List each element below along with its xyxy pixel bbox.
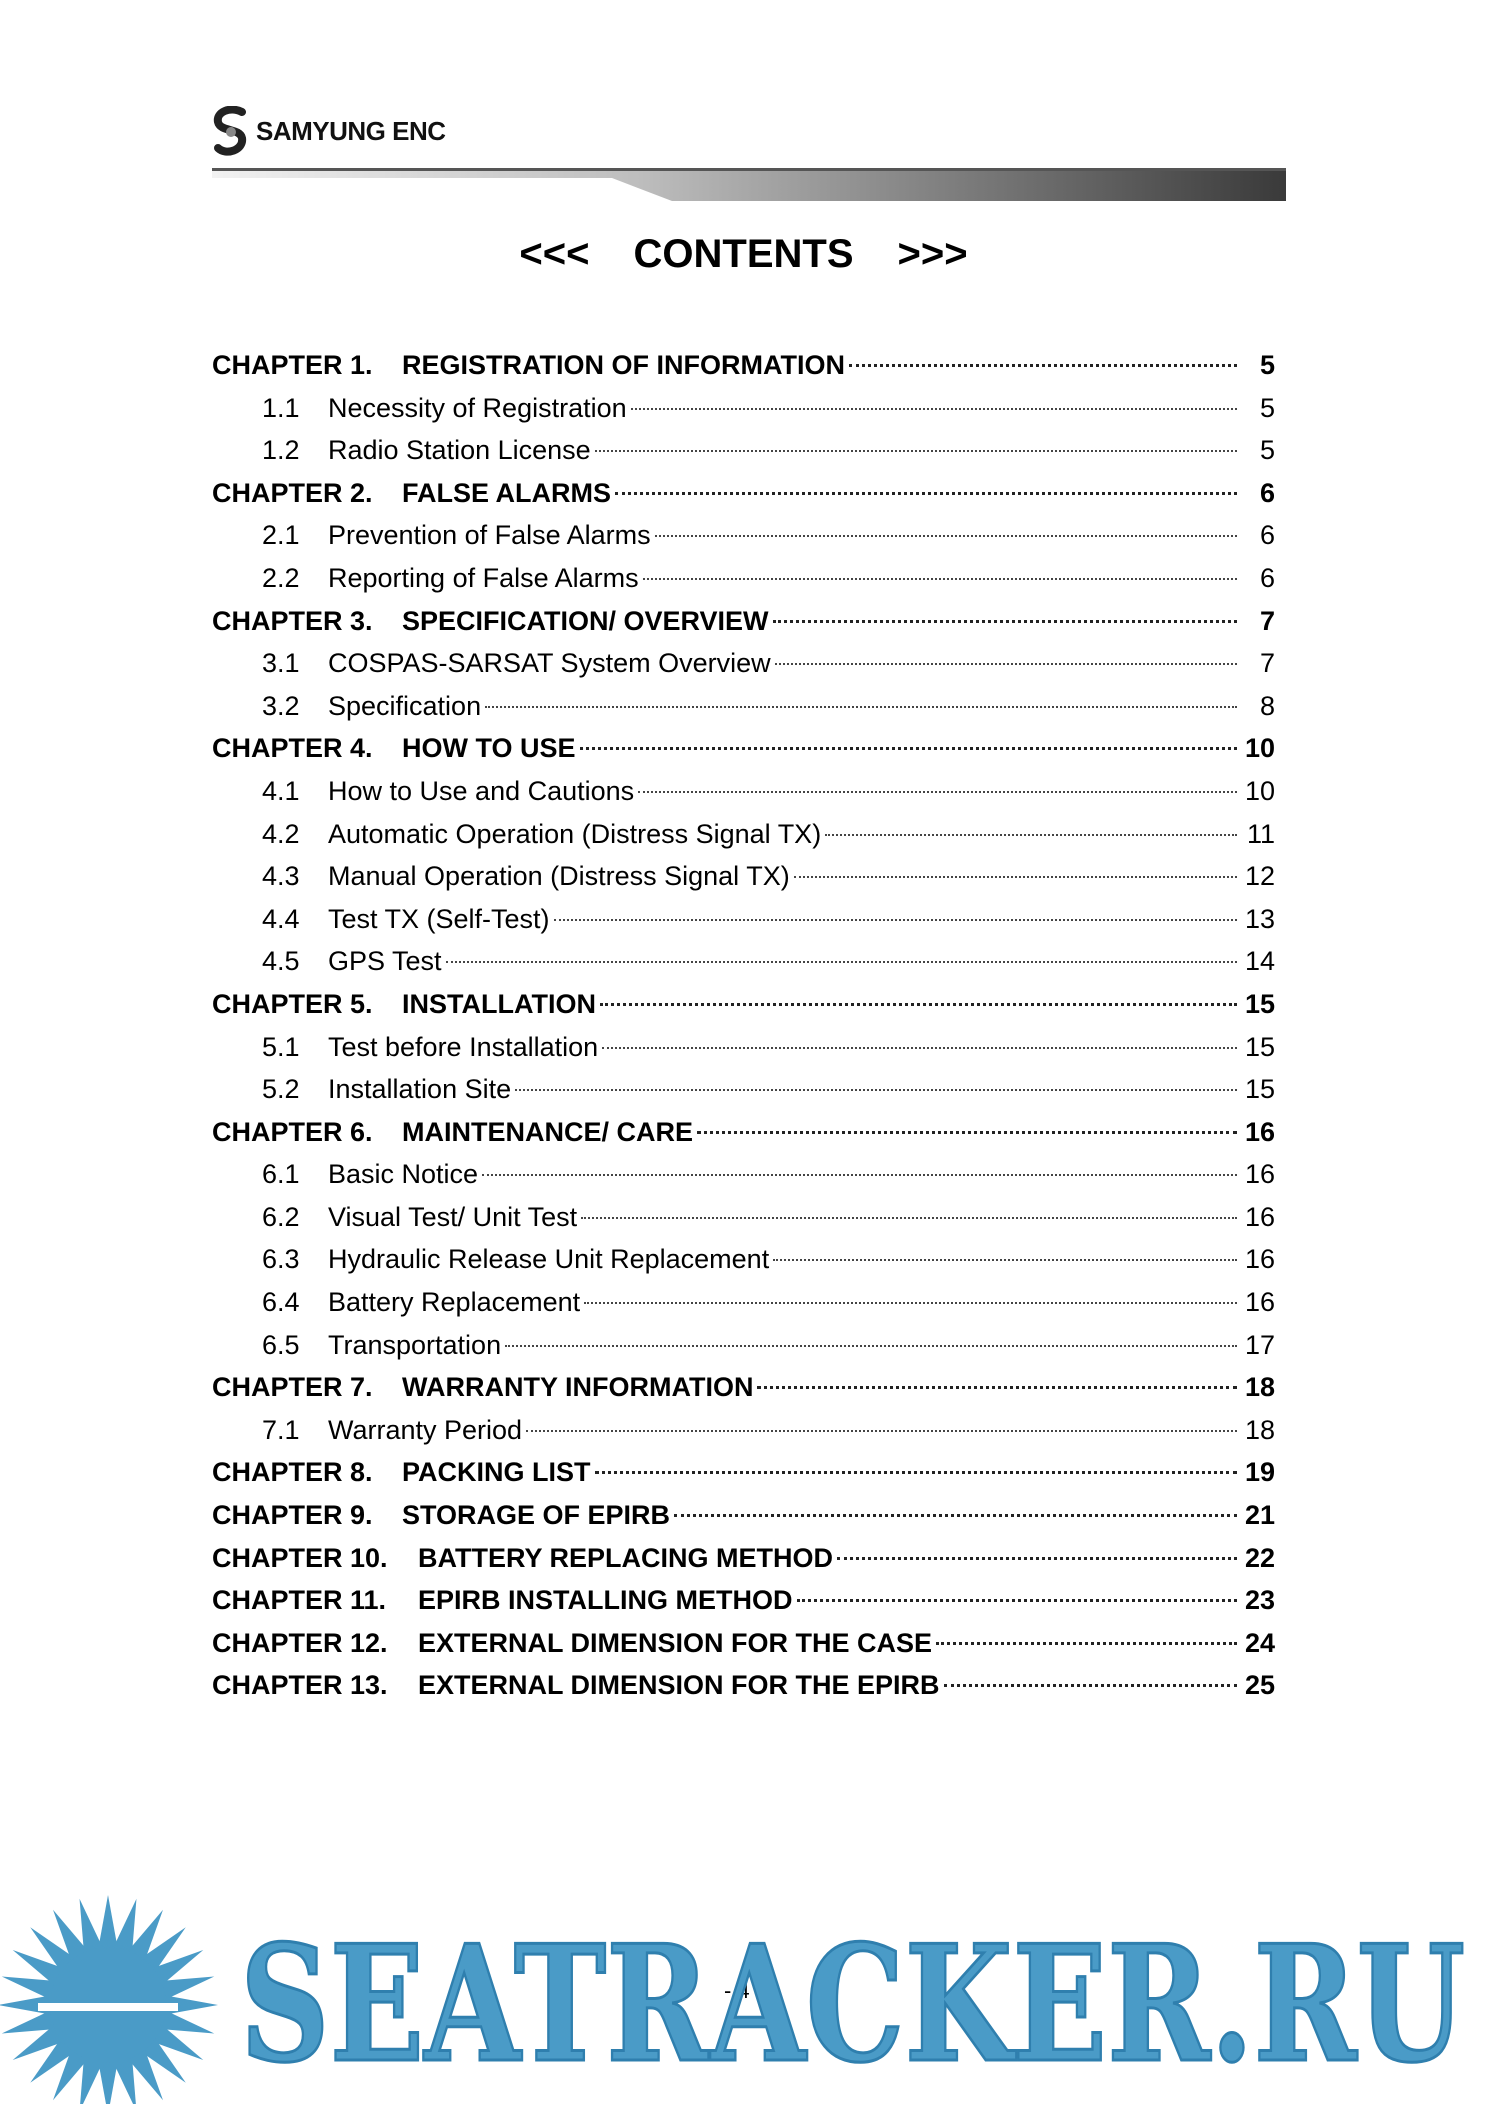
toc-entry-page: 25 [1244, 1670, 1275, 1701]
toc-entry-title: Installation Site [328, 1074, 512, 1105]
toc-entry-page: 12 [1244, 861, 1275, 892]
toc-section-entry[interactable] [212, 1202, 1275, 1245]
toc-entry-page: 16 [1244, 1159, 1275, 1190]
toc-entry-title: PACKING LIST [402, 1457, 591, 1488]
toc-entry-number: CHAPTER 2. [212, 477, 373, 508]
toc-entry-title: BATTERY REPLACING METHOD [418, 1542, 834, 1573]
toc-entry-page: 16 [1244, 1201, 1275, 1232]
toc-entry-title: Radio Station License [328, 435, 591, 466]
toc-entry-title: Battery Replacement [328, 1287, 581, 1318]
toc-chapter-entry[interactable] [212, 733, 1275, 776]
dot-leader [554, 919, 1237, 921]
toc-section-entry[interactable] [212, 1330, 1275, 1373]
toc-entry-title: EXTERNAL DIMENSION FOR THE CASE [418, 1627, 933, 1658]
toc-entry-title: COSPAS-SARSAT System Overview [328, 648, 771, 679]
dot-leader [837, 1557, 1237, 1560]
toc-entry-number: CHAPTER 13. [212, 1670, 388, 1701]
toc-entry-number: 4.3 [262, 861, 300, 892]
toc-entry-title: Necessity of Registration [328, 392, 627, 423]
toc-entry-page: 6 [1259, 477, 1275, 508]
toc-entry-number: CHAPTER 11. [212, 1585, 387, 1616]
toc-entry-number: 4.1 [262, 775, 300, 806]
header-rule [212, 168, 1286, 201]
dot-leader [936, 1642, 1237, 1645]
toc-entry-title: INSTALLATION [402, 988, 596, 1019]
toc-entry-number: 3.1 [262, 648, 300, 679]
toc-entry-page: 5 [1259, 392, 1275, 423]
toc-entry-page: 7 [1259, 648, 1275, 679]
toc-entry-page: 10 [1244, 733, 1275, 764]
title-left-marks: <<< [519, 232, 590, 276]
page-title [0, 232, 1487, 277]
toc-entry-page: 16 [1244, 1116, 1275, 1147]
toc-entry-page: 15 [1244, 988, 1275, 1019]
dot-leader [600, 1003, 1237, 1006]
toc-entry-number: CHAPTER 8. [212, 1457, 373, 1488]
toc-entry-number: CHAPTER 9. [212, 1500, 373, 1531]
dot-leader [757, 1386, 1237, 1389]
dot-leader [485, 706, 1237, 708]
toc-entry-page: 14 [1244, 946, 1275, 977]
toc-chapter-entry[interactable] [212, 478, 1275, 521]
toc-section-entry[interactable] [212, 1244, 1275, 1287]
toc-entry-page: 7 [1259, 605, 1275, 636]
toc-entry-number: 5.2 [262, 1074, 300, 1105]
toc-entry-title: SPECIFICATION/ OVERVIEW [402, 605, 769, 636]
dot-leader [615, 492, 1237, 495]
toc-entry-number: CHAPTER 10. [212, 1542, 388, 1573]
toc-entry-title: GPS Test [328, 946, 442, 977]
toc-entry-title: Prevention of False Alarms [328, 520, 651, 551]
toc-section-entry[interactable] [212, 1074, 1275, 1117]
toc-entry-title: Reporting of False Alarms [328, 562, 639, 593]
toc-chapter-entry[interactable] [212, 1628, 1275, 1671]
dot-leader [797, 1599, 1238, 1602]
toc-section-entry[interactable] [212, 819, 1275, 862]
toc-entry-number: 4.5 [262, 946, 300, 977]
dot-leader [638, 791, 1237, 793]
toc-entry-title: Transportation [328, 1329, 502, 1360]
dot-leader [773, 1259, 1237, 1261]
toc-entry-page: 24 [1244, 1627, 1275, 1658]
dot-leader [794, 876, 1237, 878]
toc-section-entry[interactable] [212, 435, 1275, 478]
toc-entry-number: 4.2 [262, 818, 300, 849]
toc-entry-title: WARRANTY INFORMATION [402, 1372, 754, 1403]
toc-entry-page: 6 [1259, 520, 1275, 551]
dot-leader [584, 1302, 1237, 1304]
toc-entry-page: 15 [1244, 1031, 1275, 1062]
toc-section-entry[interactable] [212, 776, 1275, 819]
toc-entry-number: CHAPTER 3. [212, 605, 373, 636]
dot-leader [581, 1217, 1237, 1219]
toc-entry-number: 6.4 [262, 1287, 300, 1318]
dot-leader [482, 1174, 1237, 1176]
toc-entry-title: Hydraulic Release Unit Replacement [328, 1244, 770, 1275]
dot-leader [697, 1131, 1237, 1134]
toc-entry-page: 18 [1244, 1372, 1275, 1403]
dot-leader [526, 1430, 1237, 1432]
toc-chapter-entry[interactable] [212, 1117, 1275, 1160]
toc-entry-page: 5 [1259, 435, 1275, 466]
toc-chapter-entry[interactable] [212, 1457, 1275, 1500]
brand-name: SAMYUNG ENC [256, 115, 446, 146]
toc-entry-title: Manual Operation (Distress Signal TX) [328, 861, 790, 892]
dot-leader [631, 408, 1237, 410]
toc-entry-page: 17 [1244, 1329, 1275, 1360]
toc-entry-number: 6.1 [262, 1159, 300, 1190]
samyung-logo-icon [212, 106, 250, 156]
toc-entry-page: 21 [1244, 1500, 1275, 1531]
toc-entry-title: HOW TO USE [402, 733, 576, 764]
dot-leader [595, 1471, 1238, 1474]
toc-chapter-entry[interactable] [212, 989, 1275, 1032]
toc-entry-page: 18 [1244, 1414, 1275, 1445]
toc-entry-page: 22 [1244, 1542, 1275, 1573]
dot-leader [595, 450, 1237, 452]
toc-entry-page: 16 [1244, 1244, 1275, 1275]
toc-entry-title: MAINTENANCE/ CARE [402, 1116, 694, 1147]
dot-leader [643, 578, 1237, 580]
dot-leader [674, 1514, 1237, 1517]
page-number: - 4 - [723, 1978, 764, 2003]
toc-entry-title: EXTERNAL DIMENSION FOR THE EPIRB [418, 1670, 940, 1701]
dot-leader [580, 747, 1237, 750]
toc-entry-page: 23 [1244, 1585, 1275, 1616]
dot-leader [446, 961, 1237, 963]
toc-entry-page: 16 [1244, 1287, 1275, 1318]
toc-entry-page: 19 [1244, 1457, 1275, 1488]
toc-entry-number: 2.1 [262, 520, 300, 551]
toc-chapter-entry[interactable] [212, 1372, 1275, 1415]
toc-entry-number: 6.2 [262, 1201, 300, 1232]
toc-entry-number: 5.1 [262, 1031, 300, 1062]
toc-entry-title: FALSE ALARMS [402, 477, 611, 508]
dot-leader [515, 1089, 1237, 1091]
toc-entry-title: Automatic Operation (Distress Signal TX) [328, 818, 822, 849]
toc-entry-number: 1.1 [262, 392, 300, 423]
brand-logo [212, 104, 446, 158]
toc-entry-page: 11 [1246, 818, 1275, 849]
toc-entry-title: How to Use and Cautions [328, 775, 635, 806]
toc-entry-number: 1.2 [262, 435, 300, 466]
toc-section-entry[interactable] [212, 563, 1275, 606]
toc-entry-number: CHAPTER 7. [212, 1372, 373, 1403]
toc-entry-number: CHAPTER 5. [212, 988, 373, 1019]
toc-entry-page: 8 [1259, 690, 1275, 721]
toc-entry-number: CHAPTER 12. [212, 1627, 388, 1658]
toc-entry-number: 7.1 [262, 1414, 300, 1445]
toc-entry-title: Warranty Period [328, 1414, 523, 1445]
toc-section-entry[interactable] [212, 648, 1275, 691]
watermark-text: SEATRACKER.RU [240, 1910, 1465, 2098]
toc-chapter-entry[interactable] [212, 350, 1275, 393]
toc-entry-number: 4.4 [262, 903, 300, 934]
toc-entry-page: 15 [1244, 1074, 1275, 1105]
toc-entry-title: Visual Test/ Unit Test [328, 1201, 578, 1232]
toc-section-entry[interactable] [212, 691, 1275, 734]
dot-leader [655, 535, 1237, 537]
toc-entry-page: 13 [1244, 903, 1275, 934]
dot-leader [825, 834, 1237, 836]
toc-entry-title: STORAGE OF EPIRB [402, 1500, 671, 1531]
watermark [0, 1890, 1487, 2104]
toc-section-entry[interactable] [212, 1032, 1275, 1075]
toc-entry-title: REGISTRATION OF INFORMATION [402, 350, 845, 380]
sun-icon [0, 1895, 218, 2104]
toc-entry-number: 6.3 [262, 1244, 300, 1275]
dot-leader [602, 1047, 1237, 1049]
toc-entry-number: CHAPTER 1. [212, 350, 373, 380]
toc-entry-title: Basic Notice [328, 1159, 479, 1190]
toc-entry-title: Specification [328, 690, 482, 721]
toc-section-entry[interactable] [212, 861, 1275, 904]
toc-section-entry[interactable] [212, 520, 1275, 563]
toc-chapter-entry[interactable] [212, 1543, 1275, 1586]
toc-entry-number: CHAPTER 6. [212, 1116, 373, 1147]
toc-entry-number: 3.2 [262, 690, 300, 721]
toc-section-entry[interactable] [212, 946, 1275, 989]
toc-chapter-entry[interactable] [212, 1585, 1275, 1628]
toc-chapter-entry[interactable] [212, 606, 1275, 649]
toc-section-entry[interactable] [212, 904, 1275, 947]
title-text: CONTENTS [633, 232, 854, 276]
toc-entry-page: 6 [1259, 562, 1275, 593]
toc-entry-number: CHAPTER 4. [212, 733, 373, 764]
toc-entry-page: 5 [1259, 350, 1275, 380]
dot-leader [773, 620, 1237, 623]
dot-leader [849, 364, 1237, 367]
toc-section-entry[interactable] [212, 393, 1275, 436]
toc-entry-number: 2.2 [262, 562, 300, 593]
toc-section-entry[interactable] [212, 1415, 1275, 1458]
dot-leader [944, 1684, 1237, 1687]
toc-entry-page: 10 [1244, 775, 1275, 806]
toc-entry-title: EPIRB INSTALLING METHOD [418, 1585, 793, 1616]
dot-leader [505, 1345, 1237, 1347]
toc-section-entry[interactable] [212, 1287, 1275, 1330]
toc-chapter-entry[interactable] [212, 1670, 1275, 1713]
dot-leader [775, 663, 1237, 665]
title-right-marks: >>> [897, 232, 968, 276]
toc-entry-title: Test before Installation [328, 1031, 599, 1062]
toc-entry-number: 6.5 [262, 1329, 300, 1360]
toc-section-entry[interactable] [212, 1159, 1275, 1202]
toc-entry-title: Test TX (Self-Test) [328, 903, 550, 934]
table-of-contents [212, 350, 1275, 1713]
toc-chapter-entry[interactable] [212, 1500, 1275, 1543]
